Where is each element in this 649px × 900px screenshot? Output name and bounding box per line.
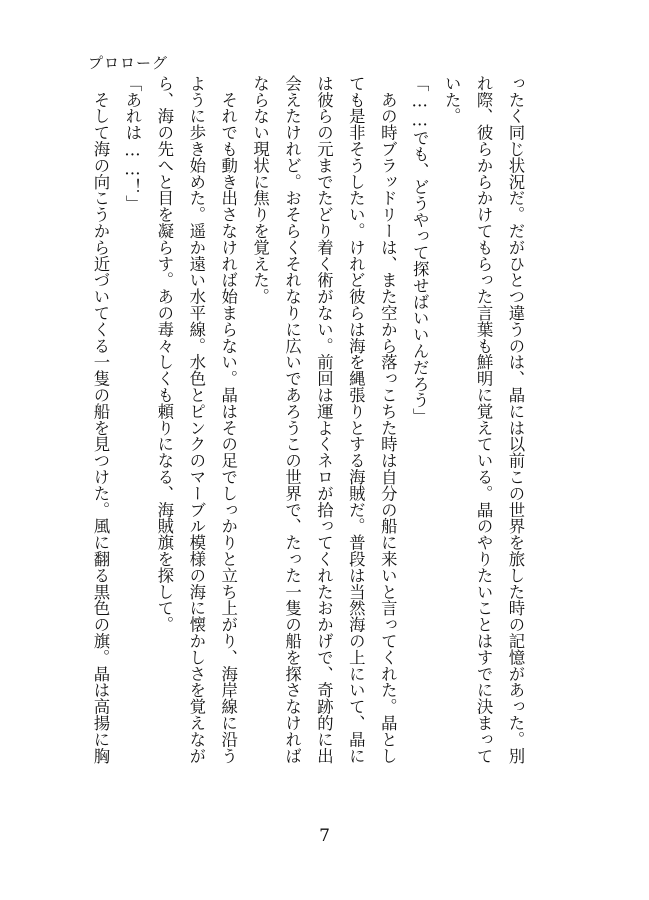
text-line: あの時ブラッドリーは、また空から落っこちた時は自分の船に来いと言ってくれた。晶とし [378,75,398,764]
text-line: 「……でも、どうやって探せばいいんだろう」 [410,75,430,425]
text-line: ら、海の先へと目を凝らす。あの毒々しくも頼りになる、海賊旗を探して。 [154,75,174,633]
text-line: それでも動き出さなければ始まらない。晶はその足でしっかりと立ち上がり、海岸線に沿う [218,75,238,764]
text-line: そして海の向こうから近づいてくる一隻の船を見つけた。風に翻る黒色の旗。晶は高揚に胸 [91,75,110,764]
text-line: ように歩き始めた。遥か遠い水平線。水色とピンクのマーブル模様の海に懐かしさを覚えなが [186,75,206,764]
text-line: 会えたけれど。おそらくそれなりに広いであろうこの世界で、たった一隻の船を探さなければ [282,75,302,764]
text-line: ならない現状に焦りを覚えた。 [250,75,270,305]
text-line: ても是非そうしたい。けれど彼らは海を縄張りとする海賊だ。普段は当然海の上にいて、晶に [346,75,366,764]
text-line: ったく同じ状況だ。だがひとつ違うのは、晶には以前この世界を旅した時の記憶があった。別 [505,75,525,764]
page-number: 7 [319,826,330,846]
running-header: プロローグ [88,54,169,72]
text-line: 「あれは……！」 [122,75,142,212]
text-line: いた。 [442,75,462,125]
text-line: れ際、彼らからかけてもらった言葉も鮮明に覚えている。晶のやりたいことはすでに決まって [474,75,494,764]
text-line: は彼らの元までたどり着く術がない。前回は運よくネロが拾ってくれたおかげで、奇跡的に出 [314,75,334,764]
vertical-body-text [90,75,525,835]
